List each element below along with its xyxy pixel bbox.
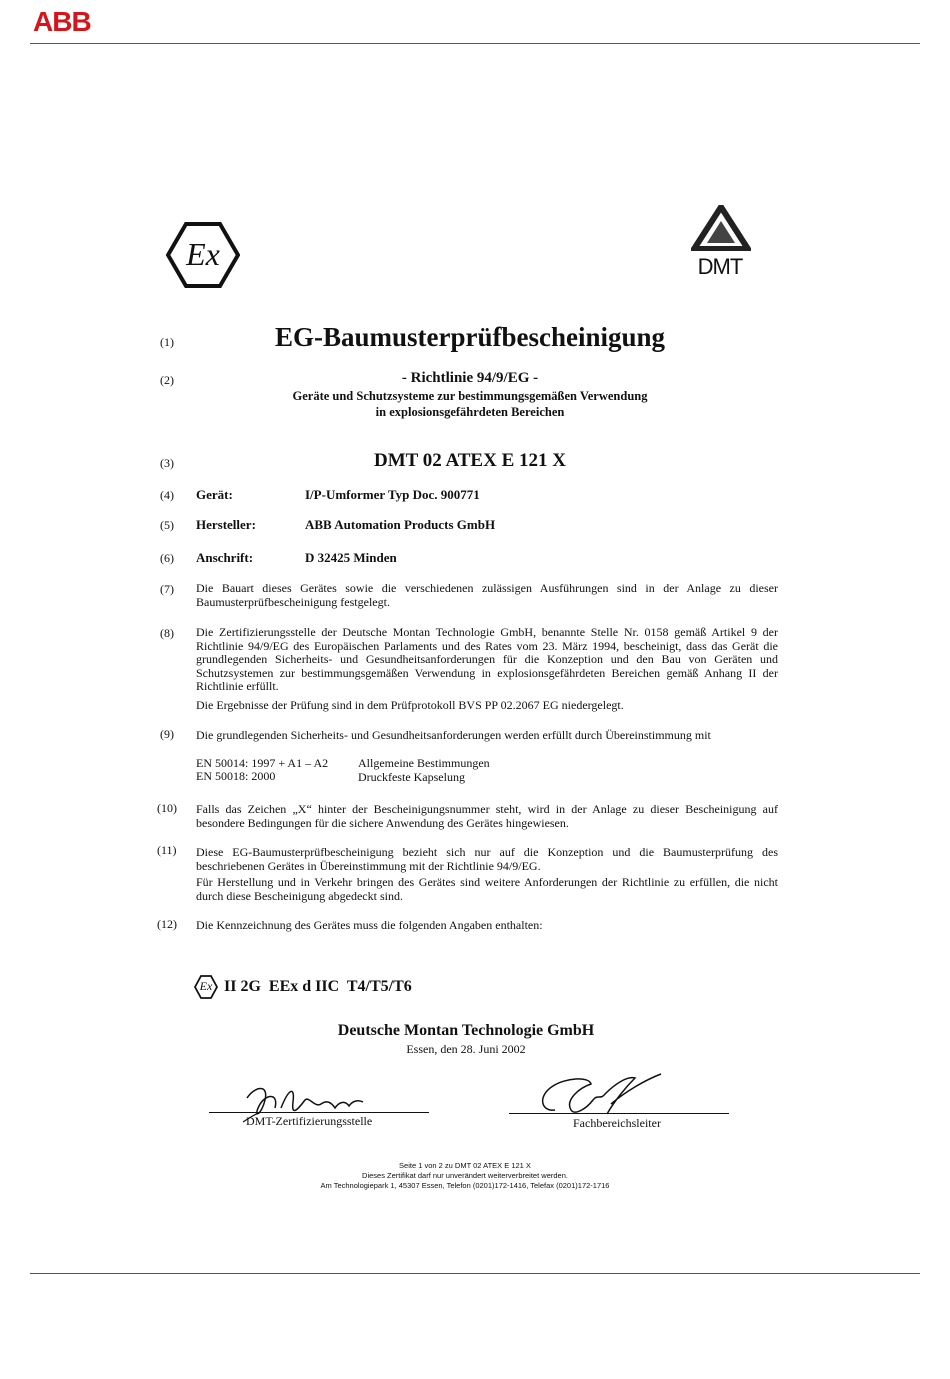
section-number: (8)	[160, 626, 174, 640]
signature-line-right	[509, 1113, 729, 1114]
equipment-marking: II 2G EEx d IIC T4/T5/T6	[224, 978, 412, 995]
footer-page-info: Seite 1 von 2 zu DMT 02 ATEX E 121 X	[399, 1161, 531, 1170]
place-date: Essen, den 28. Juni 2002	[406, 1042, 526, 1056]
standard-code: EN 50014: 1997 + A1 – A2	[196, 756, 329, 770]
directive-subtitle: in explosionsgefährdeten Bereichen	[375, 405, 565, 419]
standard-description: Druckfeste Kapselung	[358, 770, 465, 784]
directive-line: - Richtlinie 94/9/EG -	[401, 370, 539, 386]
paragraph-12: Die Kennzeichnung des Gerätes muss die folgenden Angaben enthalten:	[196, 918, 543, 932]
ex-mark-icon	[194, 975, 218, 999]
dmt-triangle-icon	[691, 205, 751, 251]
footer-notice: Dieses Zertifikat darf nur unverändert weiterverbreitet werden.	[362, 1171, 568, 1180]
section-number: (11)	[157, 843, 177, 857]
dmt-logo	[691, 205, 751, 285]
signature-label-left: DMT-Zertifizierungsstelle	[246, 1114, 373, 1128]
paragraph-8-results: Die Ergebnisse der Prüfung sind in dem Prüfprotokoll BVS PP 02.2067 EG niedergelegt.	[196, 698, 624, 712]
section-number: (6)	[160, 551, 174, 565]
paragraph-8: Die Zertifizierungsstelle der Deutsche Montan Technologie GmbH, benannte Stelle Nr. 0158 gemäß Artikel 9 der Richtlinie 94/9/EG des Europäischen Parlaments und des Rates vom 23. März 1994, bescheinigt, dass das Gerät die grundlegenden Sicherheits- und Gesundheitsanforderungen für die Konzeption und den Bau von Geräten und Schutzsystemen zur bestimmungsgemäßen Verwendung in explosionsgefährdeten Bereichen gemäß Anhang II der Richtlinie erfüllt.	[196, 625, 778, 693]
paragraph-10: Falls das Zeichen „X“ hinter der Bescheinigungsnummer steht, wird in der Anlage zu dieser Bescheinigung auf besondere Bedingungen für die sichere Anwendung des Gerätes hingewiesen.	[196, 802, 778, 830]
footer-rule	[30, 1273, 920, 1274]
footer-address: Am Technologiepark 1, 45307 Essen, Telefon (0201)172-1416, Telefax (0201)172-1716	[320, 1181, 610, 1190]
field-value-manufacturer: ABB Automation Products GmbH	[305, 517, 496, 532]
paragraph-9: Die grundlegenden Sicherheits- und Gesundheitsanforderungen werden erfüllt durch Übereinstimmung mit	[196, 728, 711, 742]
section-number: (4)	[160, 488, 174, 502]
document-title: EG-Baumusterprüfbescheinigung	[274, 322, 666, 352]
signature-line-left	[209, 1112, 429, 1113]
section-number: (5)	[160, 518, 174, 532]
issuer-name: Deutsche Montan Technologie GmbH	[337, 1022, 595, 1039]
section-number: (2)	[160, 373, 174, 387]
ex-symbol-text: Ex	[186, 236, 220, 272]
paragraph-11-manufacturing: Für Herstellung und in Verkehr bringen des Gerätes sind weitere Anforderungen der Richtlinie zu erfüllen, die nicht durch diese Bescheinigung abgedeckt sind.	[196, 875, 778, 903]
field-value-device: I/P-Umformer Typ Doc. 900771	[305, 487, 480, 502]
directive-subtitle: Geräte und Schutzsysteme zur bestimmungsgemäßen Verwendung	[292, 389, 648, 403]
section-number: (12)	[157, 917, 177, 931]
ex-mark-text: Ex	[199, 979, 213, 993]
section-number: (9)	[160, 727, 174, 741]
section-number: (7)	[160, 582, 174, 596]
signature-label-right: Fachbereichsleiter	[573, 1116, 661, 1130]
field-label-address: Anschrift:	[196, 550, 254, 565]
section-number: (10)	[157, 801, 177, 815]
field-label-manufacturer: Hersteller:	[196, 517, 256, 532]
standard-code: EN 50018: 2000	[196, 769, 276, 783]
header-rule	[30, 43, 920, 44]
ex-symbol-icon	[166, 222, 240, 288]
standard-description: Allgemeine Bestimmungen	[358, 756, 490, 770]
abb-logo: ABB	[33, 6, 91, 37]
dmt-logo-text: DMT	[697, 254, 743, 279]
field-label-device: Gerät:	[196, 487, 233, 502]
paragraph-11: Diese EG-Baumusterprüfbescheinigung bezieht sich nur auf die Konzeption und die Baumusterprüfung des beschriebenen Gerätes in Übereinstimmung mit der Richtlinie 94/9/EG.	[196, 845, 778, 873]
paragraph-7: Die Bauart dieses Gerätes sowie die verschiedenen zulässigen Ausführungen sind in der Anlage zu dieser Baumusterprüfbescheinigung festgelegt.	[196, 581, 778, 609]
certificate-number: DMT 02 ATEX E 121 X	[374, 450, 566, 471]
section-number: (3)	[160, 456, 174, 470]
section-number: (1)	[160, 335, 174, 349]
field-value-address: D 32425 Minden	[305, 550, 397, 565]
